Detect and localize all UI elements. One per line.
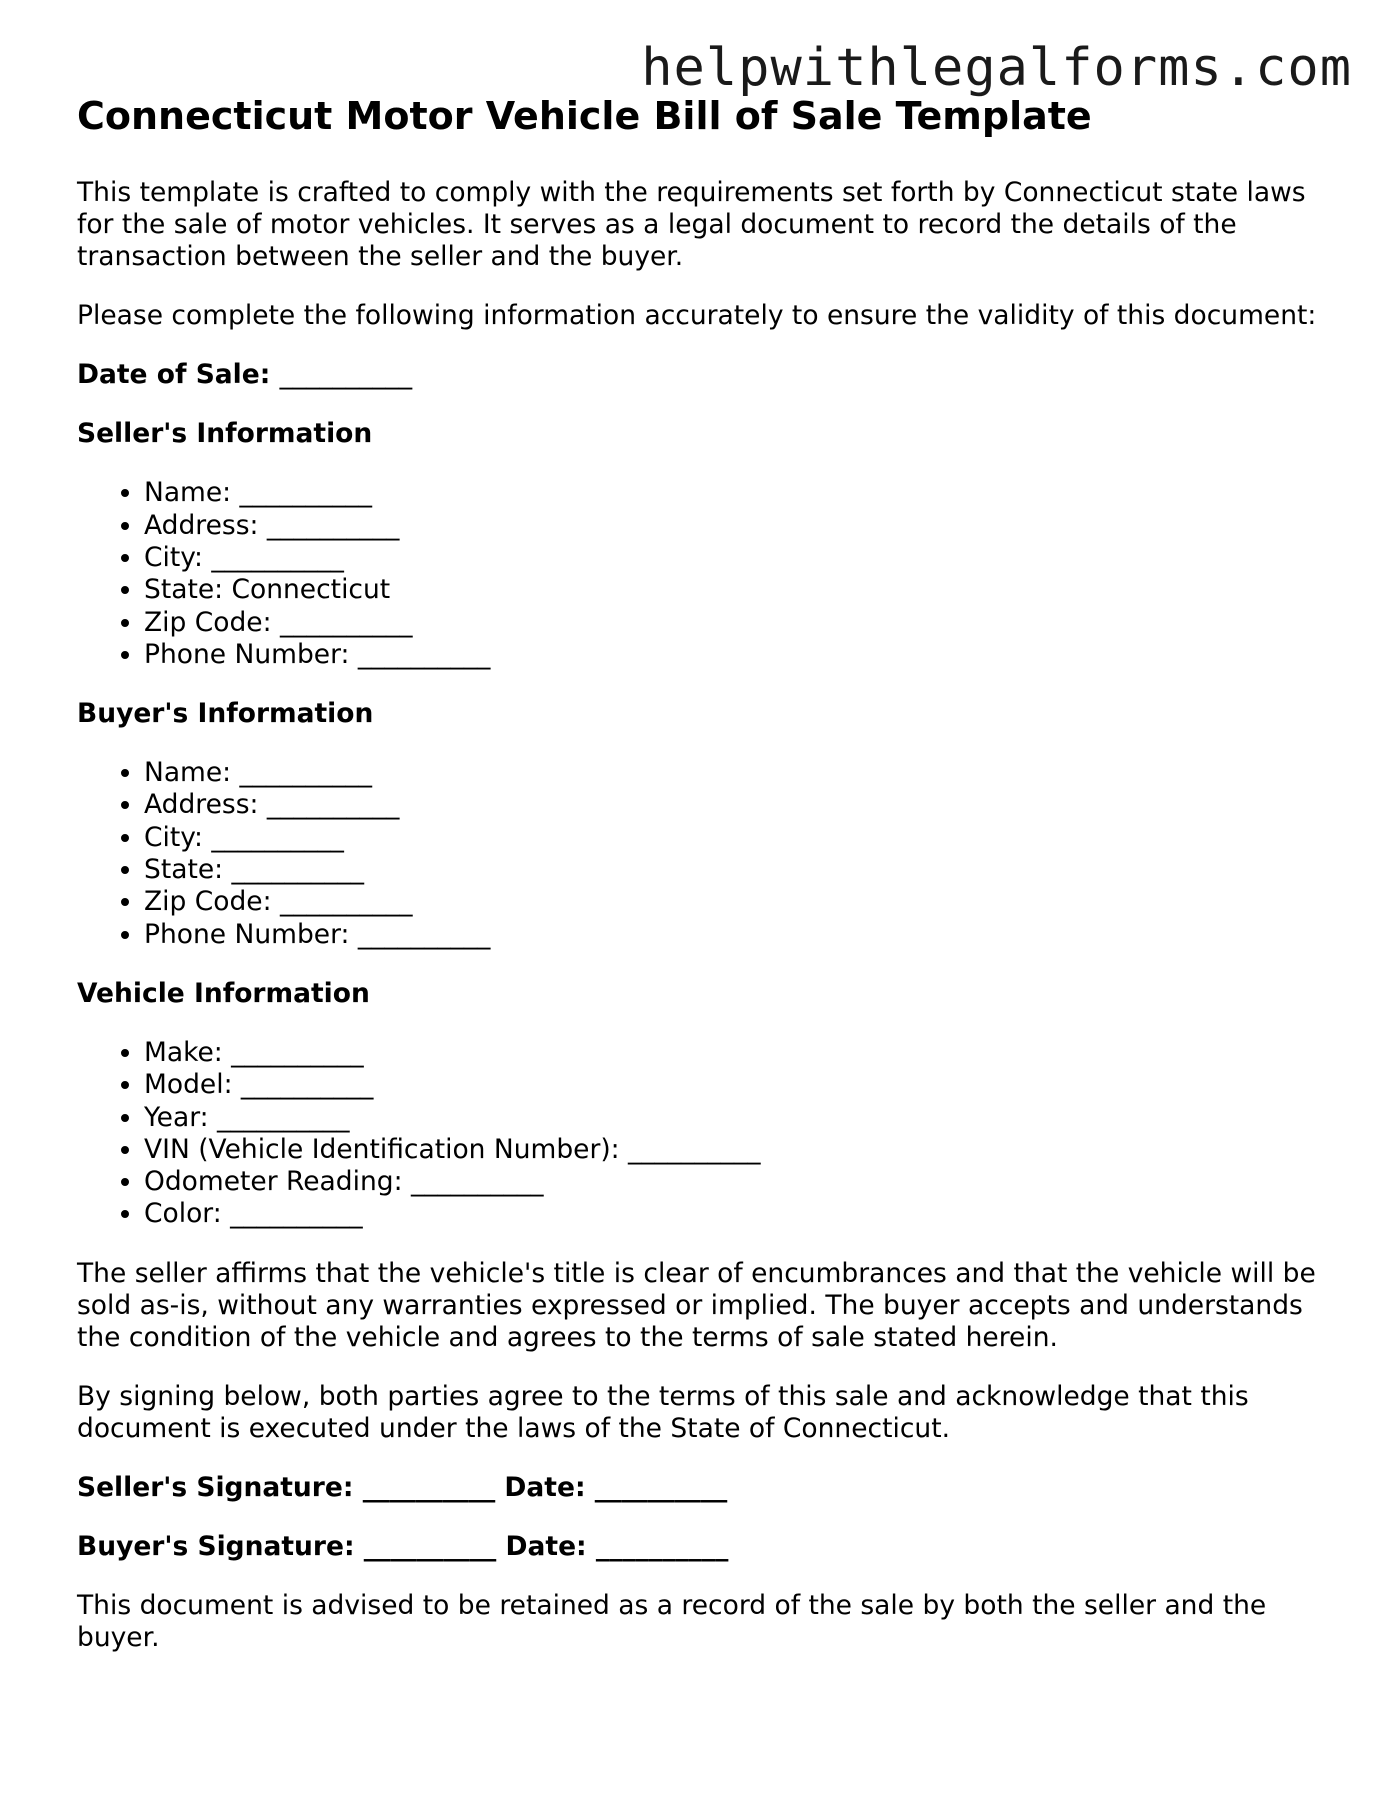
footer-paragraph: This document is advised to be retained as a record of the sale by both the seller and the buyer. xyxy=(77,1589,1267,1653)
buyer-state-item: • State: __________ xyxy=(144,854,1337,886)
seller-city-item: • City: __________ xyxy=(144,542,1337,574)
vehicle-odometer-item: • Odometer Reading: __________ xyxy=(144,1166,1337,1198)
site-watermark: helpwithlegalforms.com xyxy=(641,38,1352,98)
document-title: Connecticut Motor Vehicle Bill of Sale Template xyxy=(77,94,1092,138)
seller-signature-line xyxy=(77,1472,1337,1504)
seller-name-item: • Name: __________ xyxy=(144,477,1337,509)
vehicle-info-list xyxy=(77,1037,1337,1231)
vehicle-color-item: • Color: __________ xyxy=(144,1198,1337,1230)
buyer-info-list xyxy=(77,757,1337,951)
seller-date-label: Date: xyxy=(504,1471,586,1503)
seller-signature-blank: __________ xyxy=(362,1471,496,1503)
agreement-paragraph: By signing below, both parties agree to the terms of this sale and acknowledge that this document is executed under the laws of the State of Connecticut. xyxy=(77,1380,1249,1444)
date-of-sale-line xyxy=(77,359,1337,391)
document-body xyxy=(77,92,1337,1681)
date-of-sale-label: Date of Sale: xyxy=(77,359,271,391)
seller-info-heading: Seller's Information xyxy=(77,418,373,450)
date-of-sale-blank: __________ xyxy=(279,359,413,391)
vehicle-year-item: • Year: __________ xyxy=(144,1102,1337,1134)
buyer-signature-line xyxy=(77,1531,1337,1563)
seller-signature-label: Seller's Signature: xyxy=(77,1471,354,1503)
vehicle-model-item: • Model: __________ xyxy=(144,1069,1337,1101)
seller-date-blank: __________ xyxy=(594,1471,728,1503)
seller-state-item: • State: Connecticut xyxy=(144,574,1337,606)
seller-zip-item: • Zip Code: __________ xyxy=(144,607,1337,639)
buyer-phone-item: • Phone Number: __________ xyxy=(144,919,1337,951)
buyer-signature-blank: __________ xyxy=(363,1530,497,1562)
buyer-address-item: • Address: __________ xyxy=(144,789,1337,821)
seller-info-list xyxy=(77,477,1337,671)
buyer-date-blank: __________ xyxy=(595,1530,729,1562)
seller-phone-item: • Phone Number: __________ xyxy=(144,639,1337,671)
vehicle-info-heading: Vehicle Information xyxy=(77,977,370,1009)
buyer-name-item: • Name: __________ xyxy=(144,757,1337,789)
seller-address-item: • Address: __________ xyxy=(144,510,1337,542)
buyer-city-item: • City: __________ xyxy=(144,822,1337,854)
buyer-date-label: Date: xyxy=(505,1530,587,1562)
instructions-paragraph: Please complete the following information accurately to ensure the validity of this document: xyxy=(77,300,1317,332)
affirmation-paragraph: The seller affirms that the vehicle's title is clear of encumbrances and that the vehicle will be sold as-is, without any warranties expressed or implied. The buyer accepts and understands the condition of the vehicle and agrees to the terms of sale stated herein. xyxy=(77,1257,1316,1353)
buyer-signature-label: Buyer's Signature: xyxy=(77,1530,355,1562)
buyer-zip-item: • Zip Code: __________ xyxy=(144,886,1337,918)
intro-paragraph: This template is crafted to comply with the requirements set forth by Connecticut state laws for the sale of motor vehicles. It serves as a legal document to record the details of the transaction between the seller and the buyer. xyxy=(77,177,1306,273)
vehicle-vin-item: • VIN (Vehicle Identification Number): __________ xyxy=(144,1134,1337,1166)
vehicle-make-item: • Make: __________ xyxy=(144,1037,1337,1069)
buyer-info-heading: Buyer's Information xyxy=(77,698,374,730)
